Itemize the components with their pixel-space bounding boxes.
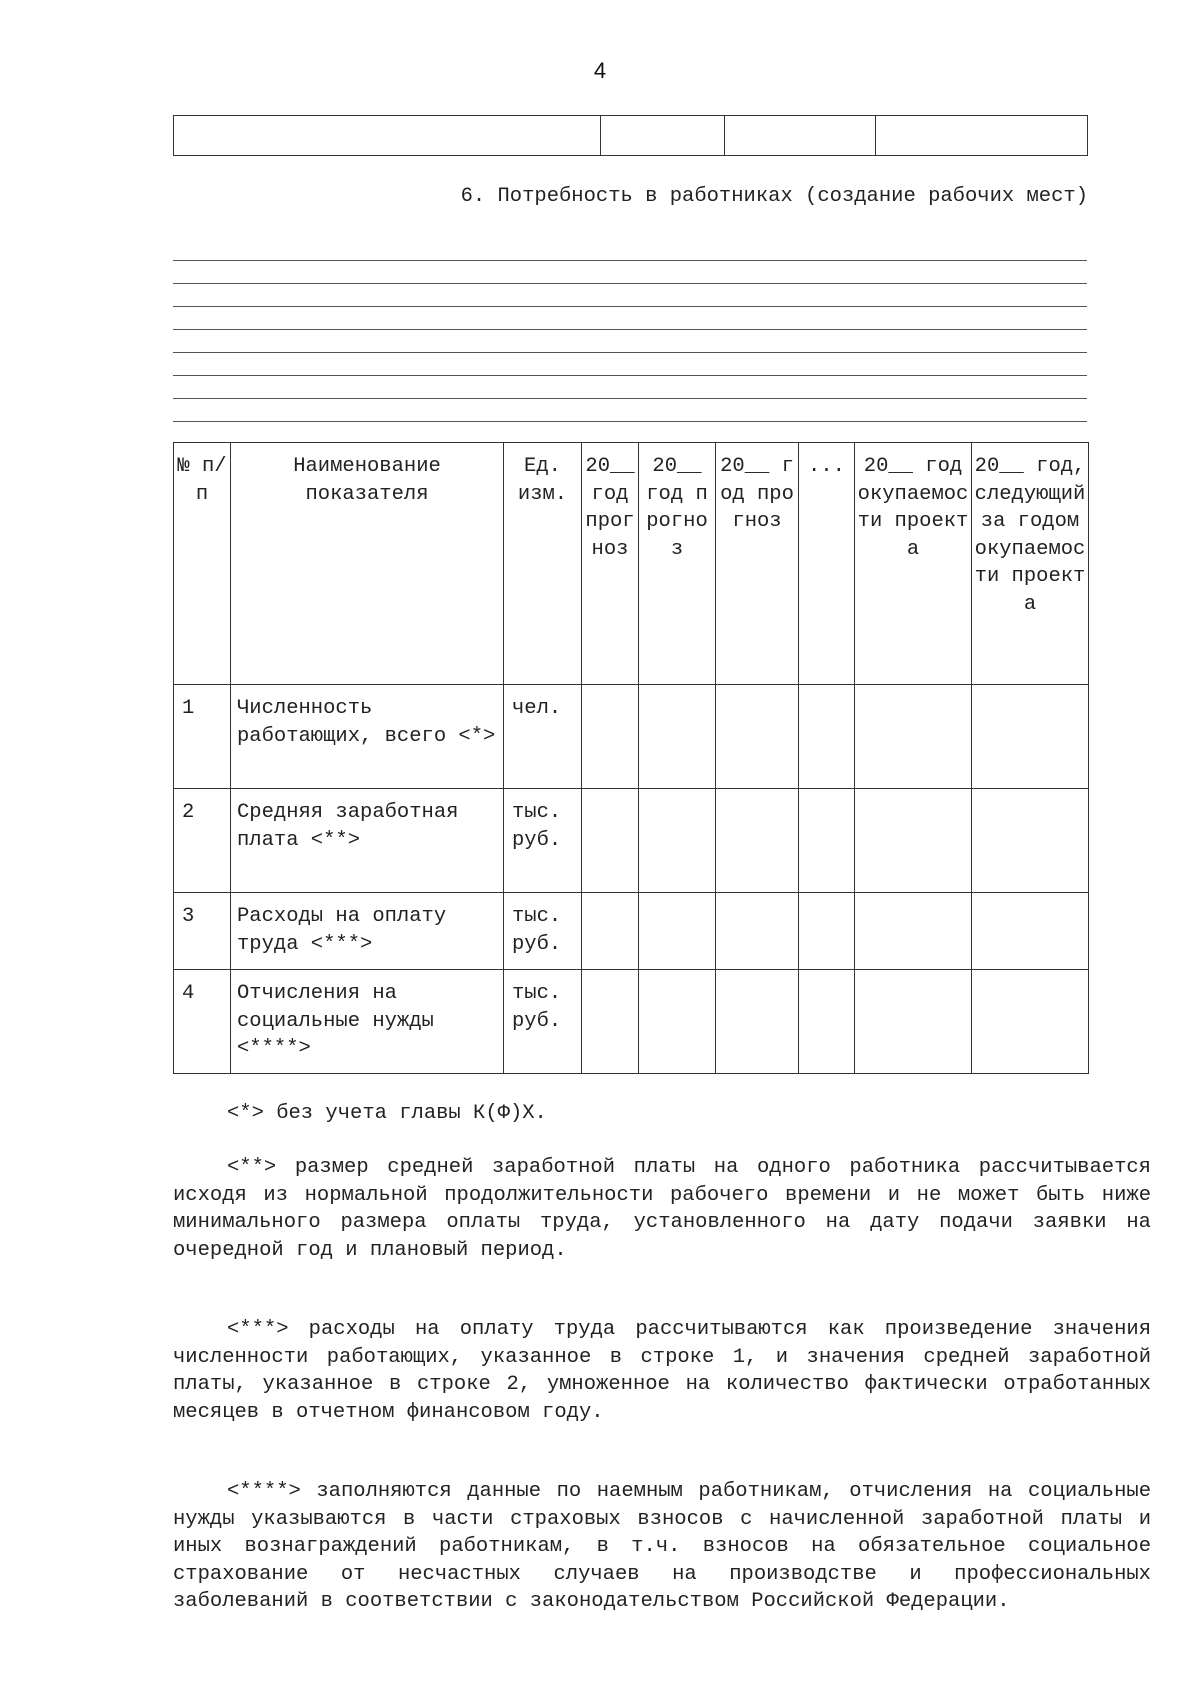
fill-line: [173, 329, 1087, 330]
value-cell: [716, 685, 799, 789]
fill-line: [173, 260, 1087, 261]
section-title: 6. Потребность в работниках (создание рабочих мест): [460, 185, 1088, 208]
fill-line: [173, 375, 1087, 376]
fill-line: [173, 283, 1087, 284]
row-name: Численность работающих, всего <*>: [231, 685, 504, 789]
row-unit: тыс. руб.: [504, 970, 582, 1074]
header-num: № п/п: [174, 443, 231, 685]
value-cell: [582, 789, 639, 893]
header-year-3: 20__ год прогноз: [716, 443, 799, 685]
fill-line: [173, 421, 1087, 422]
fill-line: [173, 398, 1087, 399]
value-cell: [582, 893, 639, 970]
value-cell: [639, 893, 716, 970]
table-row: [174, 116, 1088, 156]
value-cell: [799, 685, 855, 789]
value-cell: [716, 789, 799, 893]
header-payback-year: 20__ год окупаемости проекта: [855, 443, 972, 685]
value-cell: [639, 685, 716, 789]
header-unit: Ед. изм.: [504, 443, 582, 685]
page-number: 4: [593, 58, 607, 83]
value-cell: [582, 970, 639, 1074]
continuation-table: [173, 115, 1088, 156]
header-year-2: 20__ год прогноз: [639, 443, 716, 685]
fill-line: [173, 352, 1087, 353]
row-num: 1: [174, 685, 231, 789]
value-cell: [972, 970, 1089, 1074]
empty-cell: [601, 116, 725, 156]
row-num: 3: [174, 893, 231, 970]
value-cell: [799, 893, 855, 970]
empty-cell: [174, 116, 601, 156]
row-num: 2: [174, 789, 231, 893]
table-row: [174, 970, 1089, 1074]
header-year-1: 20__ год прогноз: [582, 443, 639, 685]
value-cell: [855, 970, 972, 1074]
footnote-2: <**> размер средней заработной платы на одного работника рассчитывается исходя из нормальной продолжительности рабочего времени и не может быть ниже минимального размера оплаты труда, установленного на дату подачи заявки на очередной год и плановый период.: [173, 1156, 1151, 1262]
footnote-1: <*> без учета главы К(Ф)Х.: [227, 1102, 547, 1125]
value-cell: [716, 893, 799, 970]
table-row: [174, 893, 1089, 970]
empty-cell: [876, 116, 1088, 156]
value-cell: [716, 970, 799, 1074]
value-cell: [799, 789, 855, 893]
footnote-4: <****> заполняются данные по наемным работникам, отчисления на социальные нужды указываются в части страховых взносов с начисленной заработной платы и иных вознаграждений работникам, в т.ч. взносов на обязательное социальное страхование от несчастных случаев на производстве и профессиональных заболеваний в соответствии с законодательством Российской Федерации.: [173, 1480, 1151, 1613]
table-row: [174, 685, 1089, 789]
row-unit: тыс. руб.: [504, 893, 582, 970]
value-cell: [972, 685, 1089, 789]
value-cell: [855, 789, 972, 893]
value-cell: [855, 685, 972, 789]
value-cell: [972, 893, 1089, 970]
header-row: [174, 443, 1089, 685]
footnote-3: <***> расходы на оплату труда рассчитываются как произведение значения численности работающих, указанное в строке 1, и значения средней заработной платы, указанное в строке 2, умноженное на количество фактически отработанных месяцев в отчетном финансовом году.: [173, 1318, 1151, 1424]
header-name: Наименование показателя: [231, 443, 504, 685]
value-cell: [639, 970, 716, 1074]
value-cell: [639, 789, 716, 893]
row-unit: чел.: [504, 685, 582, 789]
empty-cell: [725, 116, 876, 156]
row-unit: тыс. руб.: [504, 789, 582, 893]
header-ellipsis: ...: [799, 443, 855, 685]
row-name: Средняя заработная плата <**>: [231, 789, 504, 893]
row-name: Расходы на оплату труда <***>: [231, 893, 504, 970]
table-row: [174, 789, 1089, 893]
fill-line: [173, 306, 1087, 307]
workers-table: [173, 442, 1089, 1074]
value-cell: [799, 970, 855, 1074]
value-cell: [855, 893, 972, 970]
row-num: 4: [174, 970, 231, 1074]
value-cell: [972, 789, 1089, 893]
row-name: Отчисления на социальные нужды <****>: [231, 970, 504, 1074]
value-cell: [582, 685, 639, 789]
header-next-year: 20__ год, следующий за годом окупаемости проекта: [972, 443, 1089, 685]
